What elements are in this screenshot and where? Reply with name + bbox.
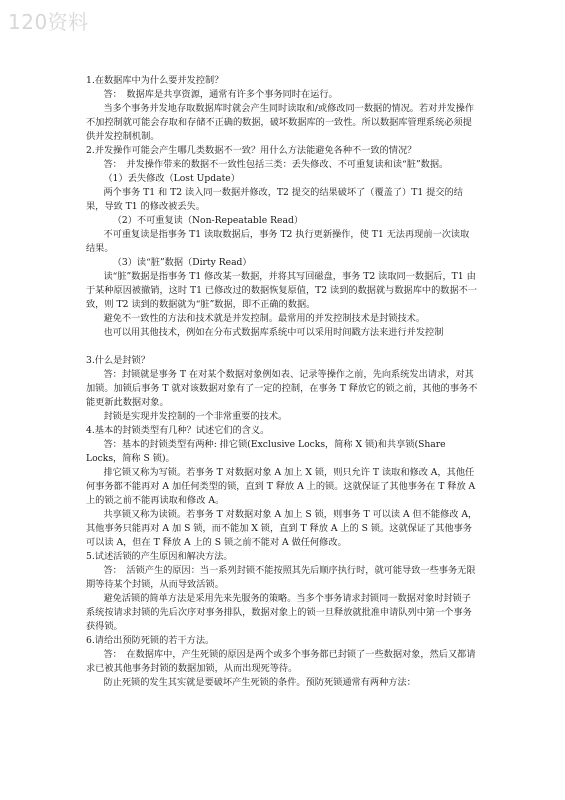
question-4: 4.基本的封锁类型有几种？试述它们的含义。 xyxy=(86,425,270,436)
paragraph: 当多个事务并发地存取数据库时就会产生同时读取和/或修改同一数据的情况。若对并发操作不加控制就可能会存取和存储不正确的数据，破坏数据库的一致性。所以数据库管理系统必须提供并发控制机制。 xyxy=(86,103,475,142)
paragraph: 答：封锁就是事务 T 在对某个数据对象例如表、记录等操作之前，先向系统发出请求，对其加锁。加锁后事务 T 就对该数据对象有了一定的控制，在事务 T 释放它的锁之前，其他的事务不能更新此数据对象。 xyxy=(86,369,478,408)
paragraph: 避免不一致性的方法和技术就是并发控制。最常用的并发控制技术是封锁技术。 xyxy=(103,313,426,324)
paragraph: 也可以用其他技术，例如在分布式数据库系统中可以采用时间戳方法来进行并发控制 xyxy=(103,327,444,338)
document-body xyxy=(86,74,478,690)
subheading-non-repeatable-read: （2）不可重复读（Non-Repeatable Read） xyxy=(112,215,304,226)
subheading-lost-update: （1）丢失修改（Lost Update） xyxy=(103,173,240,184)
paragraph: 答： 活锁产生的原因：当一系列封锁不能按照其先后顺序执行时，就可能导致一些事务无限期等待某个封锁，从而导致活锁。 xyxy=(86,565,476,590)
paragraph: 两个事务 T1 和 T2 读入同一数据并修改，T2 提交的结果破坏了（覆盖了）T1 提交的结果，导致 T1 的修改被丢失。 xyxy=(86,187,463,212)
question-6: 6.请给出预防死锁的若干方法。 xyxy=(86,635,215,646)
answer-line: 答： 并发操作带来的数据不一致性包括三类：丢失修改、不可重复读和读“脏”数据。 xyxy=(103,159,449,170)
question-3: 3.什么是封锁？ xyxy=(86,355,150,366)
question-2: 2.并发操作可能会产生哪几类数据不一致？用什么方法能避免各种不一致的情况？ xyxy=(86,145,417,156)
answer-line: 答： 数据库是共享资源，通常有许多个事务同时在运行。 xyxy=(103,89,338,100)
paragraph: 避免活锁的简单方法是采用先来先服务的策略。当多个事务请求封锁同一数据对象时封锁子系统按请求封锁的先后次序对事务排队，数据对象上的锁一旦释放就批准申请队列中第一个事务获得锁。 xyxy=(86,593,472,632)
spacer xyxy=(86,340,478,354)
paragraph: 共享锁又称为读锁。若事务 T 对数据对象 A 加上 S 锁，则事务 T 可以读 A 但不能修改 A，其他事务只能再对 A 加 S 锁，而不能加 X 锁，直到 T 释放 A 上的 S 锁。这就保证了其他事务可以读 A，但在 T 释放 A 上的 S 锁之前不能对 A 做任何修改。 xyxy=(86,509,478,548)
paragraph: 答： 在数据库中，产生死锁的原因是两个或多个事务都已封锁了一些数据对象，然后又都请求已被其他事务封锁的数据加锁，从而出现死等待。 xyxy=(86,649,476,674)
paragraph: 不可重复读是指事务 T1 读取数据后，事务 T2 执行更新操作，使 T1 无法再现前一次读取结果。 xyxy=(86,229,470,254)
paragraph: 排它锁又称为写锁。若事务 T 对数据对象 A 加上 X 锁，则只允许 T 读取和修改 A，其他任何事务都不能再对 A 加任何类型的锁，直到 T 释放 A 上的锁。这就保证了其他事务在 T 释放 A 上的锁之前不能再读取和修改 A。 xyxy=(86,467,476,506)
question-5: 5.试述活锁的产生原因和解决方法。 xyxy=(86,551,233,562)
paragraph: 封锁是实现并发控制的一个非常重要的技术。 xyxy=(103,411,288,422)
question-1: 1.在数据库中为什么要并发控制？ xyxy=(86,75,224,86)
subheading-dirty-read: （3）读“脏”数据（Dirty Read） xyxy=(112,257,252,268)
paragraph: 防止死锁的发生其实就是要破坏产生死锁的条件。预防死锁通常有两种方法： xyxy=(103,677,416,688)
watermark-text: 120资料 xyxy=(8,10,89,34)
paragraph: 读“脏”数据是指事务 T1 修改某一数据，并将其写回磁盘，事务 T2 读取同一数据后，T1 由于某种原因被撤销，这时 T1 已修改过的数据恢复原值，T2 读到的数据就与数据库中的数据不一致，则 T2 读到的数据就为“脏”数据，即不正确的数据。 xyxy=(86,271,478,310)
paragraph: 答：基本的封锁类型有两种: 排它锁(Exclusive Locks，简称 X 锁)和共享锁(Share Locks，简称 S 锁)。 xyxy=(86,439,446,464)
